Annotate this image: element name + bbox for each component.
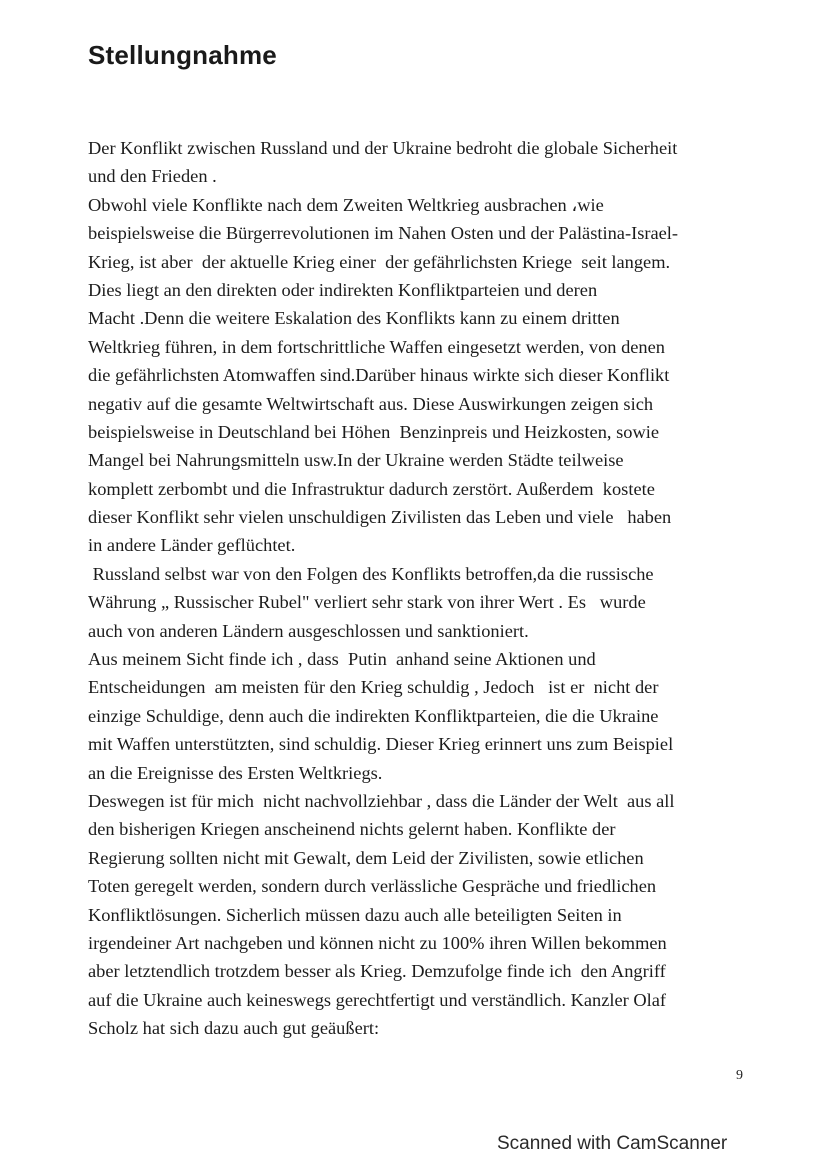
text-line: in andere Länder geflüchtet. xyxy=(88,535,296,556)
scanner-watermark: Scanned with CamScanner xyxy=(497,1133,728,1154)
text-line: Dies liegt an den direkten oder indirekten Konfliktparteien und deren xyxy=(88,279,598,300)
text-line: Obwohl viele Konflikte nach dem Zweiten Weltkrieg ausbrachen ،wie xyxy=(88,194,604,215)
text-line: auch von anderen Ländern ausgeschlossen und sanktioniert. xyxy=(88,620,529,641)
text-line: und den Frieden . xyxy=(88,166,217,187)
text-line: beispielsweise in Deutschland bei Höhen Benzinpreis und Heizkosten, sowie xyxy=(88,421,659,442)
text-line: Regierung sollten nicht mit Gewalt, dem Leid der Zivilisten, sowie etlichen xyxy=(88,847,644,868)
text-line: komplett zerbombt und die Infrastruktur dadurch zerstört. Außerdem kostete xyxy=(88,478,655,499)
text-line: Krieg, ist aber der aktuelle Krieg einer der gefährlichsten Kriege seit langem. xyxy=(88,251,671,272)
text-line: negativ auf die gesamte Weltwirtschaft aus. Diese Auswirkungen zeigen sich xyxy=(88,393,654,414)
text-line: die gefährlichsten Atomwaffen sind.Darüber hinaus wirkte sich dieser Konflikt xyxy=(88,365,670,386)
text-line: Konfliktlösungen. Sicherlich müssen dazu auch alle beteiligten Seiten in xyxy=(88,904,622,925)
text-line: irgendeiner Art nachgeben und können nicht zu 100% ihren Willen bekommen xyxy=(88,932,667,953)
text-line: Der Konflikt zwischen Russland und der Ukraine bedroht die globale Sicherheit xyxy=(88,138,678,158)
text-line: den bisherigen Kriegen anscheinend nichts gelernt haben. Konflikte der xyxy=(88,819,616,840)
text-line: Scholz hat sich dazu auch gut geäußert: xyxy=(88,1018,380,1039)
text-line: Entscheidungen am meisten für den Krieg schuldig , Jedoch ist er nicht der xyxy=(88,677,659,698)
text-line: beispielsweise die Bürgerrevolutionen im Nahen Osten und der Palästina-Israel- xyxy=(88,223,679,244)
text-line: Mangel bei Nahrungsmitteln usw.In der Ukraine werden Städte teilweise xyxy=(88,450,624,471)
page-title: Stellungnahme xyxy=(88,40,277,70)
text-line: Russland selbst war von den Folgen des Konflikts betroffen,da die russische xyxy=(88,563,654,584)
text-line: einzige Schuldige, denn auch die indirekten Konfliktparteien, die die Ukraine xyxy=(88,705,659,726)
text-line: Weltkrieg führen, in dem fortschrittliche Waffen eingesetzt werden, von denen xyxy=(88,336,665,357)
text-line: Aus meinem Sicht finde ich , dass Putin anhand seine Aktionen und xyxy=(88,649,596,670)
text-line: Macht .Denn die weitere Eskalation des Konflikts kann zu einem dritten xyxy=(88,308,620,329)
text-line: aber letztendlich trotzdem besser als Krieg. Demzufolge finde ich den Angriff xyxy=(88,961,666,982)
text-line: mit Waffen unterstützten, sind schuldig. Dieser Krieg erinnert uns zum Beispiel xyxy=(88,734,674,755)
text-line: Toten geregelt werden, sondern durch verlässliche Gespräche und friedlichen xyxy=(88,876,657,897)
page-number: 9 xyxy=(736,1068,743,1083)
text-line: auf die Ukraine auch keineswegs gerechtfertigt und verständlich. Kanzler Olaf xyxy=(88,989,667,1010)
text-line: Währung „ Russischer Rubel" verliert sehr stark von ihrer Wert . Es wurde xyxy=(88,592,646,613)
document-body xyxy=(88,134,748,1043)
text-line: dieser Konflikt sehr vielen unschuldigen Zivilisten das Leben und viele haben xyxy=(88,507,672,528)
text-line: an die Ereignisse des Ersten Weltkriegs. xyxy=(88,762,383,783)
text-line: Deswegen ist für mich nicht nachvollziehbar , dass die Länder der Welt aus all xyxy=(88,790,675,811)
